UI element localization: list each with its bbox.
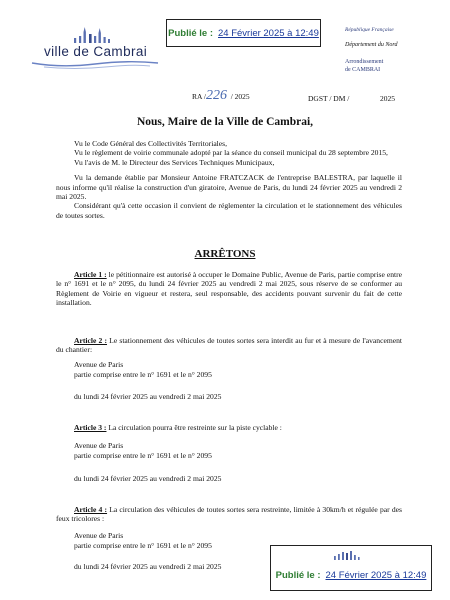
article-1-heading: Article 1 : xyxy=(74,270,107,279)
stamp-label: Publié le : xyxy=(275,569,321,581)
arrondissement-label xyxy=(345,58,415,74)
article-3-heading: Article 3 : xyxy=(74,423,107,432)
considerant: Considérant qu'à cette occasion il convient de réglementer la circulation et le stationnement des véhicules de toutes sortes. xyxy=(56,201,402,220)
article-2 xyxy=(56,336,402,355)
vu-demande: Vu la demande établie par Monsieur Antoine FRATCZACK de l'entreprise BALESTRA, par laquelle il nous informe qu'il réalise la construction d'un giratoire, Avenue de Paris, du lundi 24 février 2025 au vendredi 2 mai 2025. xyxy=(56,173,402,202)
article-3-section: partie comprise entre le n° 1691 et le n° 2095 xyxy=(74,451,212,461)
dgst-label: DGST / DM / xyxy=(308,94,350,103)
cambrai-logo-skyline-icon xyxy=(70,26,114,46)
article-3-street: Avenue de Paris xyxy=(74,441,124,450)
article-4-section: partie comprise entre le n° 1691 et le n° 2095 xyxy=(74,541,212,551)
article-4-heading: Article 4 : xyxy=(74,505,108,514)
vu-reglement-voirie: Vu le règlement de voirie communale adopté par la séance du conseil municipal du 28 septembre 2015, xyxy=(74,148,388,158)
article-1-text: le pétitionnaire est autorisé à occuper le Domaine Public, Avenue de Paris, partie comprise entre le n° 1691 et le n° 2095, du lundi 24 février 2025 au vendredi 2 mai 2025, sous réserve de se conformer au Règlement de Voirie en vigueur et restera, seul responsable, des accidents pouvant survenir du fait de cette installation. xyxy=(56,270,403,308)
article-2-street: Avenue de Paris xyxy=(74,360,124,369)
vu-cgct: Vu le Code Général des Collectivités Territoriales, xyxy=(74,139,228,148)
ra-number: 226 xyxy=(205,88,227,103)
article-2-heading: Article 2 : xyxy=(74,336,108,345)
vu-avis-directeur: Vu l'avis de M. le Directeur des Services Techniques Municipaux, xyxy=(74,157,275,167)
stamp-label: Publié le : xyxy=(168,27,213,39)
considerations-block xyxy=(56,139,402,220)
page-title: Nous, Maire de la Ville de Cambrai, xyxy=(136,116,314,128)
article-4-period: du lundi 24 février 2025 au vendredi 2 mai 2025 xyxy=(74,562,222,571)
arrondissement-line-1: Arrondissement xyxy=(345,59,384,65)
article-1 xyxy=(56,270,402,308)
article-3-text: La circulation pourra être restreinte sur la piste cyclable : xyxy=(106,423,282,432)
article-3-period: du lundi 24 février 2025 au vendredi 2 mai 2025 xyxy=(74,474,222,483)
article-2-location xyxy=(74,360,212,380)
article-3-location xyxy=(74,441,212,461)
arrondissement-line-2: de CAMBRAI xyxy=(345,67,381,73)
publication-stamp-top xyxy=(166,19,321,47)
reference-dgst xyxy=(308,94,349,103)
stamp-date: 24 Février 2025 à 12:49 xyxy=(218,27,319,39)
arretons-heading: ARRÊTONS xyxy=(194,248,256,260)
article-3 xyxy=(56,423,402,432)
article-4-text: La circulation des véhicules de toutes sortes sera restreinte, limitée à 30km/h et régulée par des feux tricolores : xyxy=(56,505,402,524)
stamp-skyline-icon xyxy=(332,549,362,561)
ra-year: / 2025 xyxy=(230,92,250,101)
article-2-section: partie comprise entre le n° 1691 et le n° 2095 xyxy=(74,370,212,380)
article-2-text: Le stationnement des véhicules de toutes sortes sera interdit au fur et à mesure de l'avancement du chantier: xyxy=(56,336,403,355)
logo-text: ville de Cambrai xyxy=(44,44,148,59)
article-2-period: du lundi 24 février 2025 au vendredi 2 mai 2025 xyxy=(74,392,222,401)
departement-label: Département du Nord xyxy=(345,42,398,48)
ra-prefix: RA / xyxy=(192,92,206,101)
stamp-date: 24 Février 2025 à 12:49 xyxy=(325,569,427,581)
republique-label: République Française xyxy=(345,27,394,33)
article-4 xyxy=(56,505,402,524)
reference-dgst-year: 2025 xyxy=(380,94,395,103)
reference-ra xyxy=(192,88,250,104)
article-4-location xyxy=(74,531,212,551)
logo-wave-icon xyxy=(30,60,160,70)
article-4-street: Avenue de Paris xyxy=(74,531,124,540)
